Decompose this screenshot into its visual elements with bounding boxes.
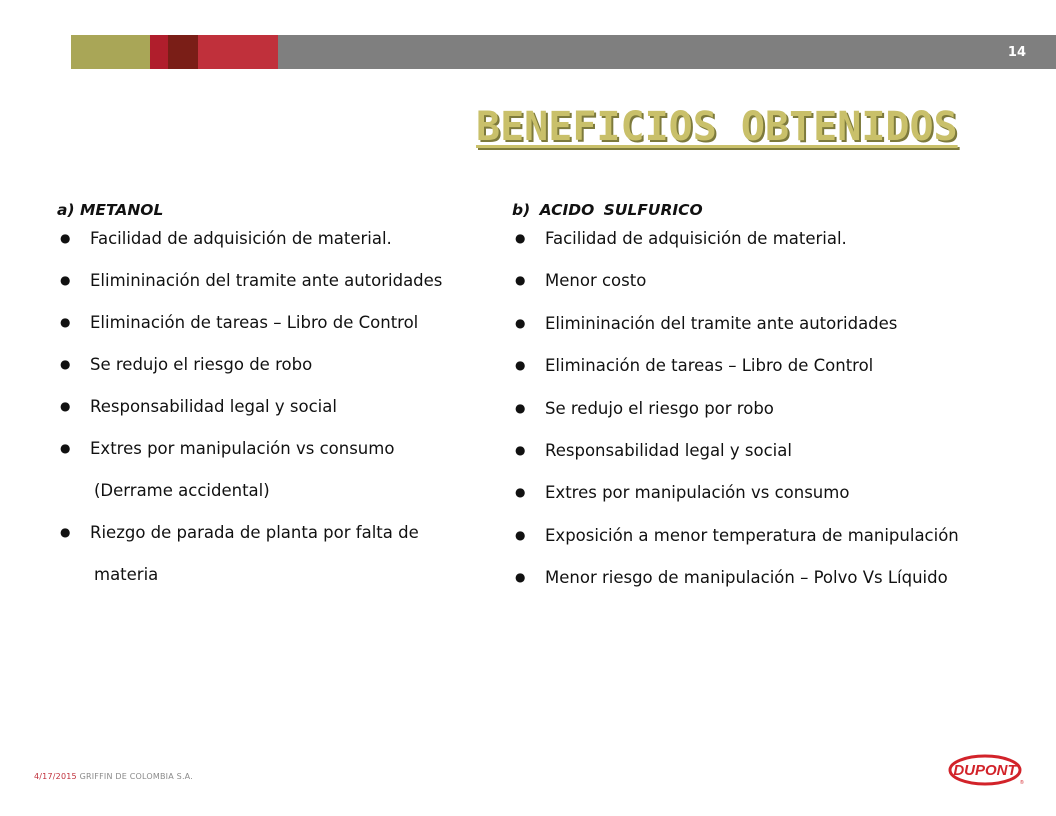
- bar-segment-gray: [278, 35, 1056, 69]
- list-item-continuation: materia: [94, 565, 159, 584]
- list-item: ● Eliminación de tareas – Libro de Control: [515, 356, 874, 376]
- bullet-icon: ●: [515, 570, 526, 585]
- bullet-icon: ●: [515, 273, 526, 288]
- bullet-icon: ●: [515, 358, 526, 373]
- bullet-icon: ●: [60, 399, 71, 413]
- list-item: ● Responsabilidad legal y social: [60, 397, 337, 416]
- list-item: ● Exposición a menor temperatura de manipulación: [515, 525, 959, 545]
- bullet-icon: ●: [60, 273, 71, 287]
- benefits-list: [57, 228, 497, 585]
- bar-segment-maroon: [168, 35, 198, 69]
- bar-segment-red: [150, 35, 168, 69]
- bullet-icon: ●: [515, 315, 526, 330]
- column-heading: b) ACIDO SULFURICO: [512, 201, 703, 219]
- list-item: ● Menor riesgo de manipulación – Polvo Vs Líquido: [515, 568, 948, 588]
- header-color-bar: [71, 35, 1056, 69]
- bullet-icon: ●: [60, 315, 71, 329]
- footer: [34, 772, 193, 781]
- list-item: ● Riezgo de parada de planta por falta de materia: [57, 522, 497, 585]
- list-item: ● Se redujo el riesgo de robo: [60, 355, 313, 374]
- bullet-icon: ●: [60, 441, 71, 455]
- column-metanol: [57, 196, 497, 606]
- dupont-logo-text: DUPONT: [953, 762, 1017, 779]
- svg-text:®: ®: [1020, 780, 1024, 786]
- list-item: ● Facilidad de adquisición de material.: [515, 229, 847, 248]
- list-item: ● Facilidad de adquisición de material.: [60, 229, 392, 248]
- footer-company: GRIFFIN DE COLOMBIA S.A.: [79, 772, 193, 781]
- list-item: ● Se redujo el riesgo por robo: [515, 398, 774, 418]
- dupont-logo-icon: [948, 754, 1024, 790]
- bullet-icon: ●: [515, 400, 526, 415]
- slide-title: BENEFICIOS OBTENIDOS: [476, 104, 958, 150]
- bullet-icon: ●: [60, 525, 71, 539]
- list-item: ● Elimininación del tramite ante autoridades: [515, 313, 898, 333]
- page-number: 14: [1007, 45, 1026, 60]
- bullet-icon: ●: [515, 527, 526, 542]
- column-acido-sulfurico: [512, 196, 1032, 610]
- bullet-icon: ●: [515, 231, 526, 245]
- list-item: ● Extres por manipulación vs consumo: [515, 483, 850, 503]
- list-item: ● Extres por manipulación vs consumo (Derrame accidental): [57, 438, 497, 501]
- list-item: ● Eliminación de tareas – Libro de Control: [60, 313, 419, 332]
- list-item: ● Elimininación del tramite ante autoridades: [60, 271, 443, 290]
- bullet-icon: ●: [515, 485, 526, 500]
- bullet-icon: ●: [60, 231, 71, 245]
- bar-segment-rose: [198, 35, 278, 69]
- column-heading: a) METANOL: [57, 201, 164, 219]
- bar-segment-olive: [71, 35, 150, 69]
- list-item: ● Menor costo: [515, 271, 647, 291]
- bullet-icon: ●: [60, 357, 71, 371]
- dupont-logo-svg: [948, 754, 1024, 786]
- list-item: ● Responsabilidad legal y social: [515, 440, 792, 460]
- benefits-list: [512, 228, 1032, 588]
- bullet-icon: ●: [515, 442, 526, 457]
- list-item-continuation: (Derrame accidental): [94, 481, 270, 500]
- footer-date: 4/17/2015: [34, 772, 77, 781]
